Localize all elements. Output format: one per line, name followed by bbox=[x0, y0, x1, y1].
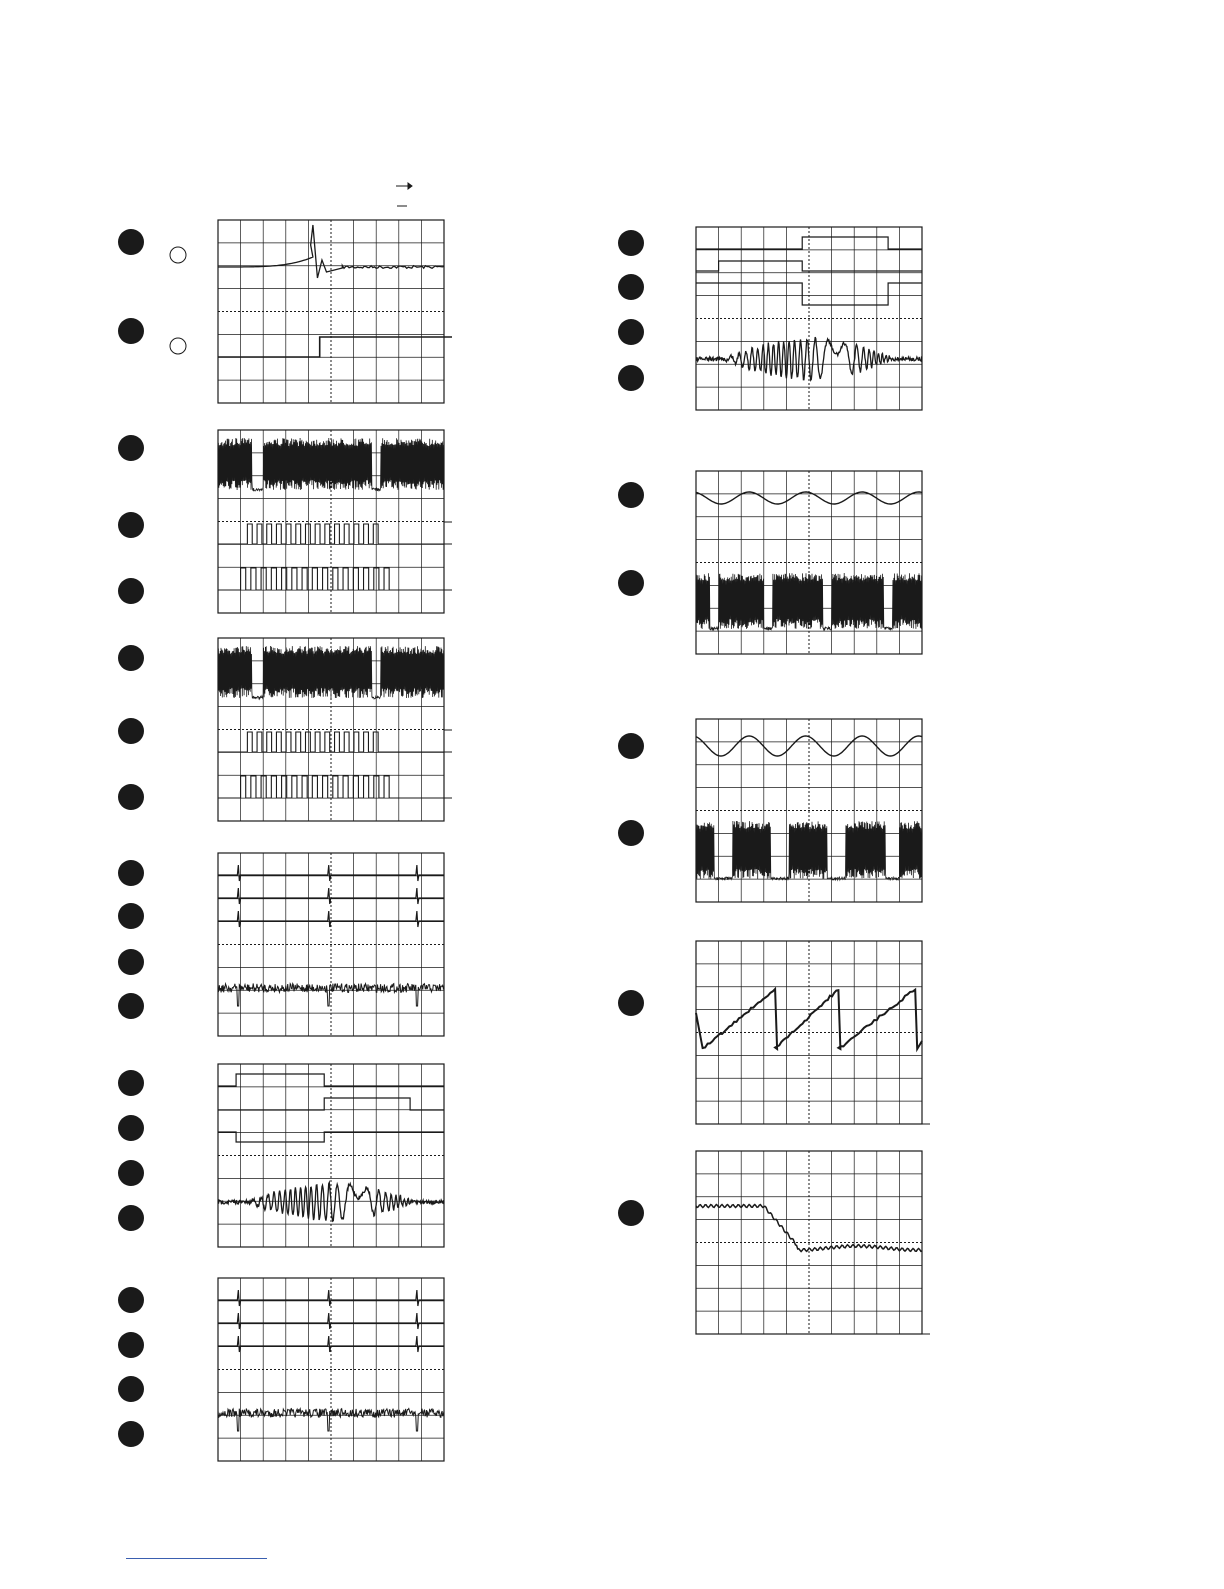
arrow-right-icon bbox=[396, 183, 412, 189]
right-panel-2-marker-1 bbox=[618, 482, 644, 508]
trace-dense-burst bbox=[218, 646, 444, 699]
right-panel-1-marker-3 bbox=[618, 319, 644, 345]
left-panel-5-marker-4 bbox=[118, 1205, 144, 1231]
right-scope-panel-5 bbox=[696, 1151, 930, 1334]
left-panel-2-marker-3 bbox=[118, 578, 144, 604]
left-panel-3-marker-3 bbox=[118, 784, 144, 810]
left-panel-6-marker-3 bbox=[118, 1376, 144, 1402]
right-panel-4-marker-1 bbox=[618, 990, 644, 1016]
left-panel-6-marker-2 bbox=[118, 1332, 144, 1358]
left-scope-panel-3 bbox=[218, 638, 452, 821]
left-scope-panel-5 bbox=[218, 1064, 444, 1247]
left-panel-4-marker-3 bbox=[118, 949, 144, 975]
left-panel-2-marker-2 bbox=[118, 512, 144, 538]
right-scope-panel-1 bbox=[696, 227, 922, 410]
scope-panels bbox=[118, 220, 930, 1461]
left-panel-2-marker-1 bbox=[118, 435, 144, 461]
right-scope-panel-4 bbox=[696, 941, 930, 1124]
left-panel-4-marker-4 bbox=[118, 993, 144, 1019]
trace-step-up bbox=[218, 337, 452, 357]
left-scope-panel-2 bbox=[218, 430, 452, 613]
left-scope-panel-6 bbox=[218, 1278, 444, 1461]
left-panel-4-marker-2 bbox=[118, 903, 144, 929]
left-panel-5-marker-1 bbox=[118, 1070, 144, 1096]
right-scope-panel-2 bbox=[696, 471, 922, 654]
trace-dense-burst bbox=[696, 573, 922, 630]
right-panel-3-marker-1 bbox=[618, 733, 644, 759]
footer-rule bbox=[126, 1558, 267, 1559]
left-scope-panel-4 bbox=[218, 853, 444, 1036]
right-panel-2-marker-2 bbox=[618, 570, 644, 596]
right-panel-5-marker-1 bbox=[618, 1200, 644, 1226]
right-panel-1-marker-2 bbox=[618, 274, 644, 300]
right-panel-3-marker-2 bbox=[618, 820, 644, 846]
circle-marker-icon bbox=[170, 338, 186, 354]
left-panel-5-marker-3 bbox=[118, 1160, 144, 1186]
circle-marker-icon bbox=[170, 247, 186, 263]
left-panel-6-marker-1 bbox=[118, 1287, 144, 1313]
left-panel-4-marker-1 bbox=[118, 860, 144, 886]
right-panel-1-marker-4 bbox=[618, 365, 644, 391]
left-panel-5-marker-2 bbox=[118, 1115, 144, 1141]
left-panel-3-marker-2 bbox=[118, 718, 144, 744]
left-panel-3-marker-1 bbox=[118, 645, 144, 671]
right-scope-panel-3 bbox=[696, 719, 922, 902]
trace-gate-inverted bbox=[696, 283, 922, 305]
left-panel-1-marker-1 bbox=[118, 229, 144, 255]
left-panel-6-marker-4 bbox=[118, 1421, 144, 1447]
left-scope-panel-1 bbox=[218, 220, 452, 403]
trace-gate-early bbox=[696, 261, 922, 271]
right-panel-1-marker-1 bbox=[618, 230, 644, 256]
left-panel-1-marker-2 bbox=[118, 318, 144, 344]
